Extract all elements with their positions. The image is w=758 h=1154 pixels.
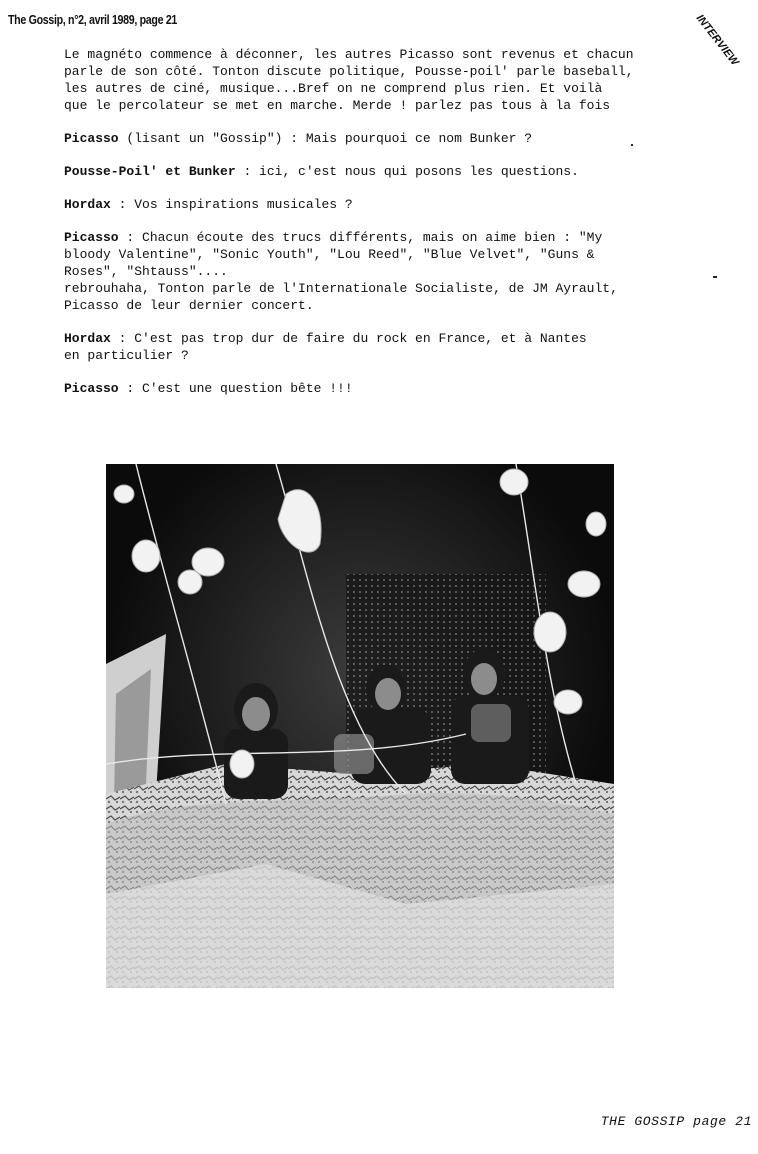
band-photo-image <box>106 464 614 988</box>
dialogue-paragraph <box>64 163 710 180</box>
dialogue-paragraph <box>64 130 710 147</box>
text-line: parle de son côté. Tonton discute politique, Pousse-poil' parle baseball, <box>64 64 634 79</box>
speaker-name: Pousse-Poil' et Bunker <box>64 164 236 179</box>
dialogue-text: : Chacun écoute des trucs différents, mais on aime bien : "My <box>118 230 603 245</box>
speaker-name: Picasso <box>64 230 119 245</box>
speaker-name: Hordax <box>64 331 111 346</box>
speaker-name: Picasso <box>64 131 119 146</box>
intro-paragraph <box>64 46 710 114</box>
speaker-name: Hordax <box>64 197 111 212</box>
dialogue-text: : ici, c'est nous qui posons les questions. <box>235 164 579 179</box>
page-header: The Gossip, n°2, avril 1989, page 21 <box>8 12 178 27</box>
text-line: que le percolateur se met en marche. Merde ! parlez pas tous à la fois <box>64 98 611 113</box>
band-photo <box>106 464 614 988</box>
dialogue-paragraph <box>64 196 710 213</box>
scan-speck <box>713 276 717 278</box>
dialogue-text: : Vos inspirations musicales ? <box>110 197 353 212</box>
dialogue-text: : C'est une question bête !!! <box>118 381 353 396</box>
dialogue-paragraph <box>64 330 710 364</box>
interview-text <box>64 46 710 413</box>
dialogue-text: (lisant un "Gossip") : Mais pourquoi ce nom Bunker ? <box>118 131 533 146</box>
dialogue-paragraph <box>64 229 710 314</box>
dialogue-text: : C'est pas trop dur de faire du rock en France, et à Nantes <box>110 331 587 346</box>
text-line: Picasso de leur dernier concert. <box>64 298 314 313</box>
text-line: bloody Valentine", "Sonic Youth", "Lou Reed", "Blue Velvet", "Guns & <box>64 247 595 262</box>
dialogue-paragraph <box>64 380 710 397</box>
interview-stamp-label: INTERVIEW <box>693 12 741 69</box>
text-line: Roses", "Shtauss".... <box>64 264 228 279</box>
text-line: rebrouhaha, Tonton parle de l'Internationale Socialiste, de JM Ayrault, <box>64 281 618 296</box>
text-line: Le magnéto commence à déconner, les autres Picasso sont revenus et chacun <box>64 47 634 62</box>
text-line: les autres de ciné, musique...Bref on ne comprend plus rien. Et voilà <box>64 81 603 96</box>
text-line: en particulier ? <box>64 348 189 363</box>
speaker-name: Picasso <box>64 381 119 396</box>
scan-speck <box>631 144 633 146</box>
page-footer: THE GOSSIP page 21 <box>600 1114 752 1129</box>
